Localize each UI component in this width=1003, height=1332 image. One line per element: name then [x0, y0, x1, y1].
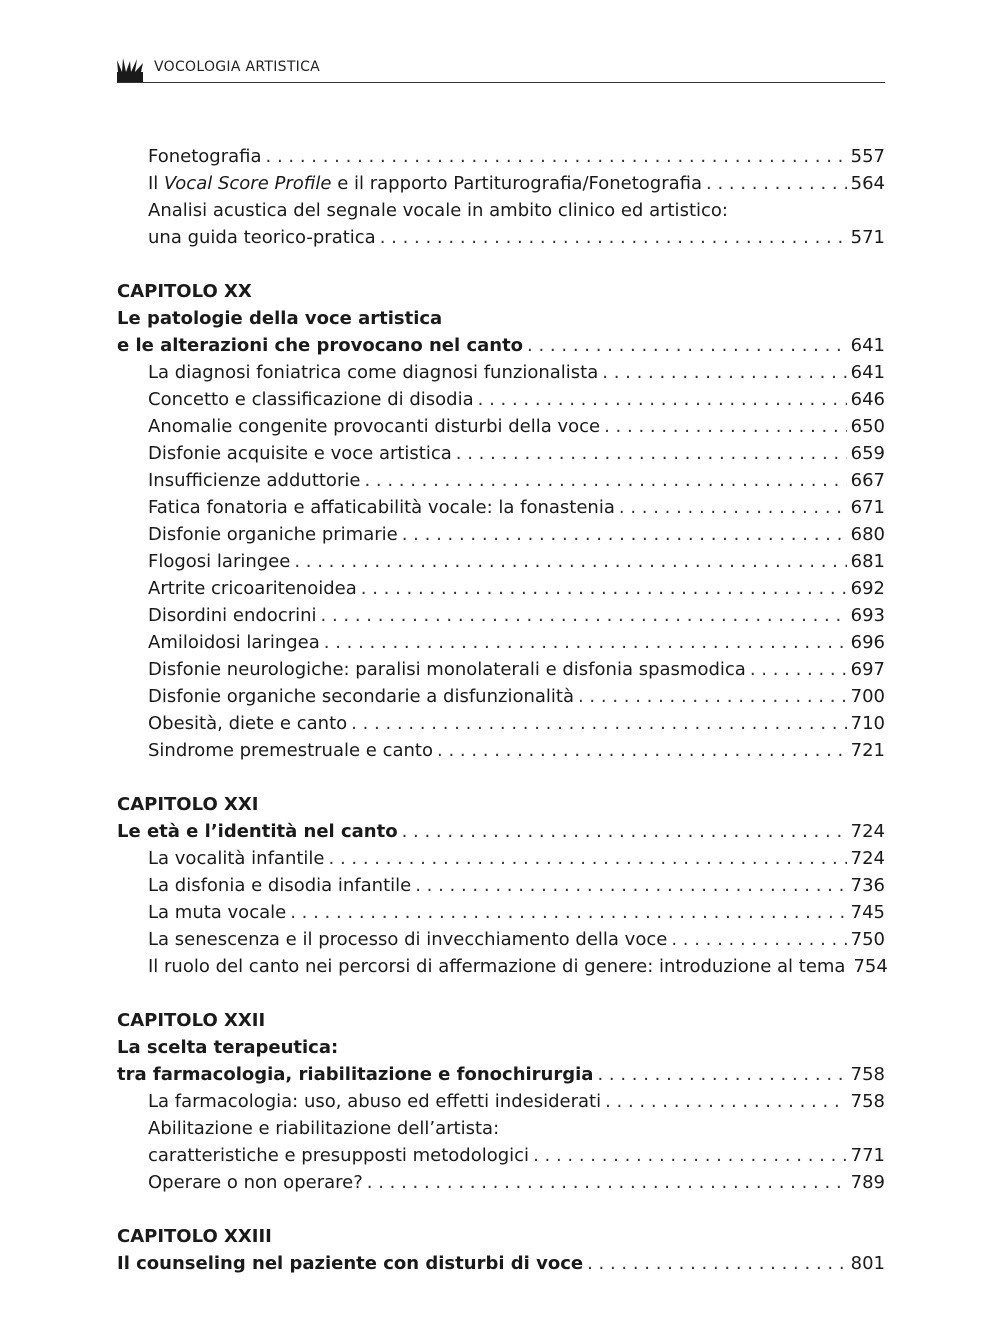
toc-entry[interactable]	[117, 629, 885, 656]
chapter-label	[117, 1223, 885, 1250]
leader-dots	[750, 656, 847, 683]
toc-entry-title: La senescenza e il processo di invecchiamento della voce	[148, 929, 668, 950]
running-header	[117, 56, 885, 83]
toc-entry-title: Anomalie congenite provocanti disturbi della voce	[148, 416, 601, 437]
toc-entry-title: caratteristiche e presupposti metodologici	[148, 1145, 530, 1166]
toc-entry[interactable]	[117, 413, 885, 440]
chapter-title[interactable]	[117, 818, 885, 845]
toc-entry-title: Abilitazione e riabilitazione dell’artista:	[148, 1118, 500, 1139]
chapter-title[interactable]	[117, 1250, 885, 1277]
table-of-contents	[117, 143, 888, 1277]
toc-entry-page: 557	[850, 146, 885, 167]
leader-dots	[351, 710, 847, 737]
toc-entry-page: 681	[850, 551, 885, 572]
chapter-page: 758	[850, 1064, 885, 1085]
toc-entry-title: Insufficienze adduttorie	[148, 470, 361, 491]
toc-entry-title: Disfonie organiche primarie	[148, 524, 398, 545]
toc-entry[interactable]	[117, 467, 885, 494]
leader-dots	[380, 224, 847, 251]
leader-dots	[527, 332, 847, 359]
toc-entry-title: La farmacologia: uso, abuso ed effetti indesiderati	[148, 1091, 602, 1112]
toc-entry[interactable]	[117, 1169, 885, 1196]
toc-entry-title: Concetto e classificazione di disodia	[148, 389, 474, 410]
toc-entry-title: Operare o non operare?	[148, 1172, 363, 1193]
leader-dots	[602, 359, 846, 386]
toc-entry-title-part: Il	[148, 173, 165, 194]
toc-entry-page: 693	[850, 605, 885, 626]
toc-entry-title: Sindrome premestruale e canto	[148, 740, 433, 761]
chapter-title[interactable]	[117, 1034, 885, 1061]
toc-entry-page: 571	[850, 227, 885, 248]
toc-entry[interactable]	[117, 1088, 885, 1115]
toc-entry[interactable]	[117, 683, 885, 710]
chapter-label	[117, 1007, 885, 1034]
leader-dots	[533, 1142, 847, 1169]
leader-dots	[415, 872, 846, 899]
toc-entry[interactable]	[117, 953, 888, 980]
toc-entry-page: 680	[850, 524, 885, 545]
toc-entry-page: 721	[850, 740, 885, 761]
toc-entry-title: La vocalità infantile	[148, 848, 325, 869]
chapter-title-line: tra farmacologia, riabilitazione e fonochirurgia	[117, 1064, 594, 1085]
toc-entry-page: 700	[850, 686, 885, 707]
toc-entry[interactable]	[117, 548, 885, 575]
toc-entry-title: Disfonie acquisite e voce artistica	[148, 443, 452, 464]
toc-entry[interactable]	[117, 602, 885, 629]
toc-entry-page: 758	[850, 1091, 885, 1112]
toc-entry-title: Flogosi laringee	[148, 551, 291, 572]
toc-entry-page: 692	[850, 578, 885, 599]
leader-dots	[578, 683, 847, 710]
leader-dots	[706, 170, 847, 197]
chapter-title-line: Le patologie della voce artistica	[117, 308, 443, 329]
toc-entry[interactable]	[117, 440, 885, 467]
chapter-label	[117, 278, 885, 305]
toc-entry-page: 641	[850, 362, 885, 383]
chapter-page: 801	[850, 1253, 885, 1274]
toc-entry-title: una guida teorico-pratica	[148, 227, 376, 248]
chapter-number: CAPITOLO XX	[117, 281, 252, 302]
chapter-title-line: e le alterazioni che provocano nel canto	[117, 335, 524, 356]
toc-entry-page: 696	[850, 632, 885, 653]
chapter-title[interactable]	[117, 1061, 885, 1088]
chapter-title-line: Il counseling nel paziente con disturbi di voce	[117, 1253, 584, 1274]
toc-entry[interactable]	[117, 521, 885, 548]
grass-logo-icon	[117, 58, 143, 82]
toc-entry-title: La diagnosi foniatrica come diagnosi funzionalista	[148, 362, 599, 383]
toc-entry-page: 667	[850, 470, 885, 491]
leader-dots	[605, 1088, 847, 1115]
toc-entry-title: Il ruolo del canto nei percorsi di affermazione di genere: introduzione al tema	[148, 956, 846, 977]
toc-entry-page: 736	[850, 875, 885, 896]
toc-entry[interactable]	[117, 359, 885, 386]
toc-entry[interactable]	[117, 1142, 885, 1169]
toc-entry-page: 671	[850, 497, 885, 518]
leader-dots	[324, 629, 847, 656]
toc-entry-page: 659	[850, 443, 885, 464]
toc-entry-page: 750	[850, 929, 885, 950]
toc-entry[interactable]	[117, 926, 885, 953]
toc-entry[interactable]	[117, 575, 885, 602]
leader-dots	[619, 494, 847, 521]
running-title: VOCOLOGIA ARTISTICA	[154, 59, 321, 75]
leader-dots	[604, 413, 847, 440]
toc-entry-page: 724	[850, 848, 885, 869]
toc-entry[interactable]	[117, 845, 885, 872]
toc-entry[interactable]	[117, 170, 885, 197]
toc-entry-title	[148, 170, 702, 197]
toc-entry[interactable]	[117, 899, 885, 926]
leader-dots	[361, 575, 847, 602]
leader-dots	[321, 602, 847, 629]
toc-entry[interactable]	[117, 386, 885, 413]
chapter-number: CAPITOLO XXI	[117, 794, 259, 815]
toc-entry-title: Analisi acustica del segnale vocale in ambito clinico ed artistico:	[148, 200, 728, 221]
toc-entry-title: Amiloidosi laringea	[148, 632, 320, 653]
leader-dots	[367, 1169, 847, 1196]
leader-dots	[290, 899, 846, 926]
leader-dots	[266, 143, 847, 170]
toc-entry-page: 646	[850, 389, 885, 410]
chapter-title-line: Le età e l’identità nel canto	[117, 821, 398, 842]
leader-dots	[402, 521, 847, 548]
chapter-title-line: La scelta terapeutica:	[117, 1037, 339, 1058]
leader-dots	[402, 818, 847, 845]
leader-dots	[437, 737, 847, 764]
chapter-label	[117, 791, 885, 818]
leader-dots	[364, 467, 846, 494]
chapter-number: CAPITOLO XXIII	[117, 1226, 272, 1247]
toc-entry-title: Obesità, diete e canto	[148, 713, 348, 734]
toc-entry-page: 789	[850, 1172, 885, 1193]
leader-dots	[478, 386, 847, 413]
toc-entry-page: 697	[850, 659, 885, 680]
chapter-page: 641	[850, 335, 885, 356]
toc-entry-page: 771	[850, 1145, 885, 1166]
toc-entry-title: Disfonie neurologiche: paralisi monolaterali e disfonia spasmodica	[148, 659, 746, 680]
toc-entry-page: 710	[850, 713, 885, 734]
toc-entry-title: La disfonia e disodia infantile	[148, 875, 412, 896]
toc-entry[interactable]	[117, 872, 885, 899]
toc-entry[interactable]	[117, 224, 885, 251]
toc-entry[interactable]	[117, 197, 885, 224]
toc-entry-page: 564	[850, 173, 885, 194]
toc-entry-title-part: e il rapporto Partiturografia/Fonetografia	[331, 173, 703, 194]
toc-entry[interactable]	[117, 494, 885, 521]
leader-dots	[456, 440, 847, 467]
leader-dots	[671, 926, 846, 953]
toc-entry-title: Artrite cricoaritenoidea	[148, 578, 357, 599]
toc-entry-title: Fonetografia	[148, 146, 262, 167]
toc-entry-page: 754	[853, 956, 888, 977]
toc-entry-title: La muta vocale	[148, 902, 287, 923]
chapter-page: 724	[850, 821, 885, 842]
chapter-number: CAPITOLO XXII	[117, 1010, 266, 1031]
toc-entry-title: Disordini endocrini	[148, 605, 317, 626]
toc-entry[interactable]	[117, 710, 885, 737]
leader-dots	[597, 1061, 846, 1088]
toc-entry-page: 650	[850, 416, 885, 437]
chapter-title[interactable]	[117, 332, 885, 359]
toc-entry[interactable]	[117, 143, 885, 170]
toc-entry-page: 745	[850, 902, 885, 923]
chapter-title[interactable]	[117, 305, 885, 332]
toc-entry-title: Fatica fonatoria e affaticabilità vocale: la fonastenia	[148, 497, 615, 518]
toc-entry[interactable]	[117, 656, 885, 683]
toc-entry[interactable]	[117, 737, 885, 764]
toc-entry[interactable]	[117, 1115, 885, 1142]
leader-dots	[294, 548, 846, 575]
toc-entry-title: Disfonie organiche secondarie a disfunzionalità	[148, 686, 574, 707]
toc-entry-title-italic: Vocal Score Profile	[164, 173, 332, 194]
leader-dots	[587, 1250, 847, 1277]
leader-dots	[329, 845, 847, 872]
